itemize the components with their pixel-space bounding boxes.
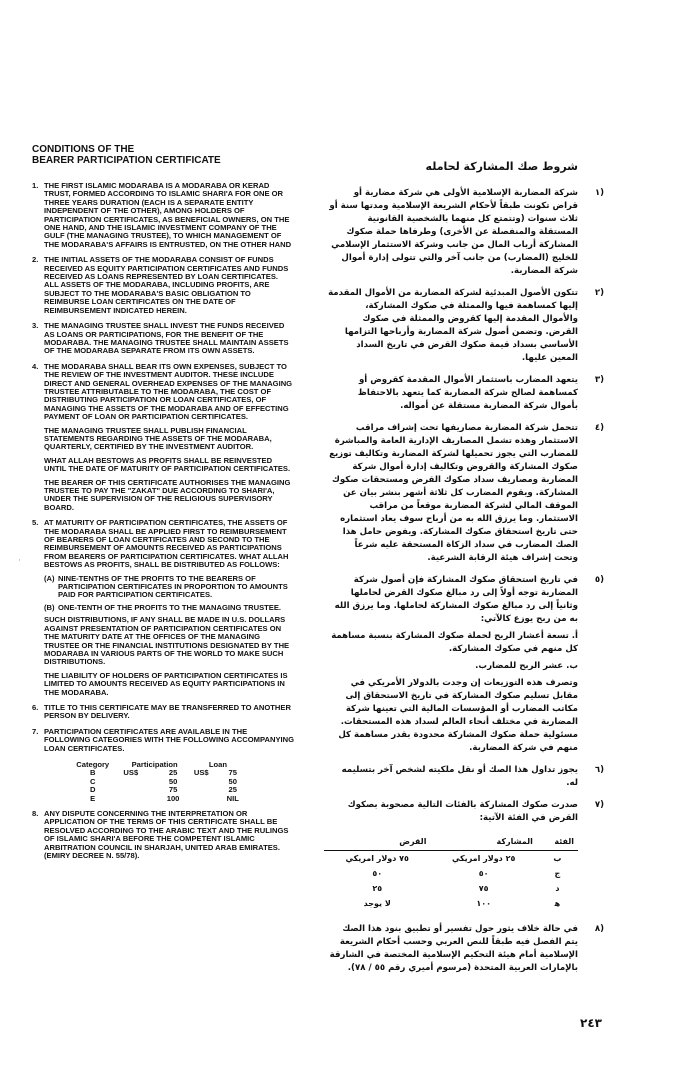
arabic-condition-number: ٨) (594, 924, 604, 934)
condition-item (32, 322, 294, 356)
currency-cell (190, 786, 220, 794)
currency-cell (119, 786, 156, 794)
category-header: Category (76, 759, 110, 769)
arabic-category-cell: ب (553, 854, 562, 863)
arabic-participation-cell: ٢٥ دولار امريكي (451, 854, 516, 863)
table-row (324, 896, 578, 911)
arabic-condition-item (328, 923, 604, 975)
subclause-text: ONE-TENTH OF THE PROFITS TO THE MANAGING TRUSTEE. (58, 602, 282, 612)
category-cell: E (90, 793, 96, 803)
condition-item (32, 810, 294, 860)
subclause-text: NINE-TENTHS OF THE PROFITS TO THE BEARERS OF PARTICIPATION CERTIFICATES IN PROPORTION TO AMOUNTS PAID FOR PARTICIPATION CERTIFICATES. (58, 573, 288, 600)
loan-cell: 25 (228, 785, 237, 795)
condition-text: THE MODARABA SHALL BEAR ITS OWN EXPENSES, SUBJECT TO THE REVIEW OF THE INVESTMENT AUDITOR. THESE INCLUDE DIRECT AND GENERAL OVERHEAD EXPENSES OF THE MANAGING TRUSTEE ATTRIBUTABLE TO THE MODARABA, THE COST OF DISTRIBUTING PARTICIPATION OR LOAN CERTIFICATES, OF MANAGING THE ASSETS OF THE MODARABA AND OF EFFECTING PAYMENT OF LOAN OR PARTICIPATION CERTIFICATES. (44, 361, 293, 422)
condition-text: THE LIABILITY OF HOLDERS OF PARTICIPATION CERTIFICATES IS LIMITED TO AMOUNTS RECEIVED AS EQUITY PARTICIPATIONS IN THE MODARABA. (44, 670, 288, 697)
condition-number: 5. (32, 518, 39, 528)
currency-cell (119, 795, 156, 803)
table-row (324, 881, 578, 896)
table-row (324, 851, 578, 867)
condition-item (32, 519, 294, 697)
participation-cell: 50 (168, 776, 178, 786)
arabic-participation-cell: ٥٠ (478, 869, 489, 878)
category-table (66, 761, 246, 803)
arabic-category-cell: ج (554, 869, 561, 878)
arabic-category-cell: د (555, 884, 560, 893)
currency-cell: US$ (193, 768, 209, 778)
arabic-participation-cell: ١٠٠ (476, 899, 491, 908)
condition-text: WHAT ALLAH BESTOWS AS PROFITS SHALL BE REINVESTED UNTIL THE DATE OF MATURITY OF PARTICIPATION CERTIFICATES. (44, 455, 291, 474)
condition-text: THE FIRST ISLAMIC MODARABA IS A MODARABA OR KERAD TRUST, FORMED ACCORDING TO ISLAMIC SHARI'A FOR ONE OR THREE YEARS DURATION (EACH IS A SEPARATE ENTITY INDEPENDENT OF THE OTHER), AMONG HOLDERS OF PARTICIPATION CERTIFICATES, AS BENEFICIAL OWNERS, ON THE ONE HAND, AND THE ISLAMIC INVESTMENT COMPANY OF THE GULF (THE MANAGING TRUSTEE), TO WHICH MANAGEMENT OF THE MODARABA'S AFFAIRS IS ENTRUSTED, ON THE OTHER HAND (44, 181, 292, 249)
arabic-condition-number: ٧) (594, 800, 604, 810)
arabic-condition-number: ٥) (594, 575, 604, 585)
condition-text: ANY DISPUTE CONCERNING THE INTERPRETATION OR APPLICATION OF THE TERMS OF THIS CERTIFICATE SHALL BE RESOLVED ACCORDING TO THE ARABIC TEXT AND THE RULINGS OF ISLAMIC SHARI'A BEFORE THE COMPETENT ISLAMIC ARBITRATION COUNCIL IN SHARJAH, UNITED ARAB EMIRATES. (EMIRY DECREE N. 55/78). (44, 809, 289, 861)
loan-header: Loan (208, 759, 227, 769)
condition-item (32, 256, 294, 315)
arabic-condition-item (328, 422, 604, 565)
arabic-items (328, 187, 604, 975)
condition-item (32, 704, 294, 721)
currency-cell (190, 778, 220, 786)
condition-text: THE BEARER OF THIS CERTIFICATE AUTHORISES THE MANAGING TRUSTEE TO PAY THE "ZAKAT" DUE ACCORDING TO SHARI'A, UNDER THE SUPERVISION OF THE RELIGIOUS SUPERVISORY BOARD. (44, 477, 291, 512)
arabic-condition-item (328, 287, 604, 365)
english-items (32, 182, 294, 860)
table-row (66, 795, 246, 803)
arabic-category-cell: ﻫ (554, 899, 561, 908)
page-number: ٢٤٣ (580, 1016, 602, 1030)
condition-text: TITLE TO THIS CERTIFICATE MAY BE TRANSFERRED TO ANOTHER PERSON BY DELIVERY. (44, 702, 291, 721)
arabic-participation-header: المشاركة (430, 833, 536, 851)
arabic-condition-item (328, 187, 604, 278)
arabic-condition-text: ب. عشر الربح للمضارب. (475, 661, 578, 671)
loan-cell: 50 (228, 776, 237, 786)
currency-cell: US$ (123, 768, 139, 778)
category-cell: D (89, 785, 96, 795)
condition-item (32, 182, 294, 249)
condition-text: THE MANAGING TRUSTEE SHALL PUBLISH FINANCIAL STATEMENTS REGARDING THE ASSETS OF THE MODARABA, QUARTERLY, CERTIFIED BY THE INVESTMENT AUDITOR. (44, 425, 272, 452)
condition-number: 8. (32, 809, 39, 818)
arabic-conditions (328, 160, 604, 984)
arabic-category-table (324, 833, 578, 911)
condition-number: 3. (32, 321, 39, 331)
arabic-loan-cell: لا يوجد (363, 899, 391, 908)
condition-text: SUCH DISTRIBUTIONS, IF ANY SHALL BE MADE IN U.S. DOLLARS AGAINST PRESENTATION OF PARTICIPATION CERTIFICATES ON THE MATURITY DATE AT THE OFFICES OF THE MANAGING TRUSTEE OR THE FINANCIAL INSTITUTIONS DESIGNATED BY THE MODARABA IN VARIOUS PARTS OF THE WORLD TO MAKE SUCH DISTRIBUTIONS. (44, 615, 290, 667)
arabic-condition-item (328, 374, 604, 413)
condition-text: AT MATURITY OF PARTICIPATION CERTIFICATES, THE ASSETS OF THE MODARABA SHALL BE APPLIED FIRST TO REIMBURSEMENT OF BEARERS OF LOAN CERTIFICATES AND SECOND TO THE REIMBURSEMENT OF AMOUNTS RECEIVED AS PARTICIPATIONS FROM BEARERS OF PARTICIPATION CERTIFICATES. WHAT ALLAH BESTOWS AS PROFITS, SHALL BE DISTRIBUTED AS FOLLOWS: (44, 518, 289, 570)
subclause-label: (B) (44, 602, 55, 612)
arabic-condition-text: وتصرف هذه التوزيعات إن وجدت بالدولار الأمريكي في مقابل تسليم صكوك المشاركة في تاريخ الاستحقاق إلى مكاتب المضارب أو المؤسسات المالية التي تعينها شركة المضاربة في مختلف أنحاء العالم لسداد هذه المستحقات. مسئولية حملة صكوك المشاركة محدودة بقدر مساهمة كل منهم في شركة المضاربة. (338, 678, 578, 753)
arabic-condition-text: تتكون الأصول المبدئية لشركة المضاربة من الأموال المقدمة إليها كمساهمة فيها والممثلة في صكوك المشاركة، والأموال المقدمة إليها كقروض والممثلة في صكوك القرض. وتضمن أصول شركة المضاربة وأرباحها التزامها الأساسي بسداد قيمة صكوك القرض في تاريخ السداد المعين عليها. (328, 288, 578, 363)
arabic-loan-cell: ٧٥ دولار امريكي (345, 854, 409, 863)
condition-number: 7. (32, 726, 39, 736)
arabic-condition-item (328, 764, 604, 790)
arabic-condition-text: يتعهد المضارب باستثمار الأموال المقدمة كقروض أو كمساهمة لصالح شركة المضاربة كما يتعهد بالاحتفاظ بأموال شركة المضاربة مستقلة عن أمواله. (357, 375, 578, 411)
arabic-participation-cell: ٧٥ (478, 884, 489, 893)
condition-number: 1. (32, 181, 39, 190)
arabic-loan-header: القرض (324, 833, 430, 851)
arabic-condition-number: ٤) (594, 423, 604, 433)
arabic-condition-number: ٦) (594, 765, 604, 775)
participation-cell: 25 (168, 768, 178, 778)
punch-mark: · (18, 556, 21, 566)
condition-number: 6. (32, 702, 39, 712)
arabic-condition-text: شركة المضاربة الإسلامية الأولى هي شركة مضاربة أو قراض تكونت طبقاً لأحكام الشريعة الإسلامية ومدتها سنة أو ثلاث سنوات (وتتمتع كل منهما بالشخصية القانونية المستقلة والمنفصلة عن الأخرى) وطرفاها حملة صكوك المشاركة أرباب المال من جانب وشركة الاستثمار الإسلامي للخليج (المضارب) من جانب آخر والتي تتولى إدارة أموال شركة المضاربة. (329, 188, 578, 276)
participation-cell: 100 (166, 793, 180, 803)
condition-item (32, 728, 294, 803)
condition-text: PARTICIPATION CERTIFICATES ARE AVAILABLE IN THE FOLLOWING CATEGORIES WITH THE FOLLOWING ACCOMPANYING LOAN CERTIFICATES. (44, 726, 295, 753)
currency-cell (119, 778, 156, 786)
arabic-loan-cell: ٢٥ (372, 884, 383, 893)
arabic-condition-text: أ. تسعة أعشار الربح لحملة صكوك المشاركة بنسبة مساهمة كل منهم في صكوك المشاركة. (331, 631, 578, 654)
english-title: CONDITIONS OF THE BEARER PARTICIPATION CERTIFICATE (32, 144, 221, 166)
arabic-category-header: الفئة (537, 833, 578, 851)
currency-cell (190, 795, 220, 803)
condition-subclause (44, 575, 294, 600)
subclause-label: (A) (44, 573, 55, 583)
arabic-condition-text: تتحمل شركة المضاربة مصاريفها تحت إشراف مراقب الاستثمار وهذه تشمل المصاريف الإدارية العامة والمباشرة للمضارب التي يجوز تحميلها لشركة المضاربة وتكاليف توزيع صكوك المشاركة والقروض وتكاليف إدارة أموال شركة المضاربة ومصاريف سداد صكوك القرض ومستحقات صكوك المشاركة. ويقوم المضارب كل ثلاثة أشهر بنشر بيان عن الموقف المالي لشركة المضاربة موقعاً من مراقب الاستثمار. وما يرزق الله به من أرباح سوف يعاد استثماره حتى تاريخ استحقاق صكوك المشاركة. ويفوض حامل هذا الصك المضارب في سداد الزكاة المستحقة عليه شرعاً وتحت إشراف هيئة الرقابة الشرعية. (329, 423, 578, 563)
arabic-condition-text: يجوز تداول هذا الصك أو نقل ملكيته لشخص آخر بتسليمه له. (341, 765, 578, 788)
table-row (324, 866, 578, 881)
category-cell: B (89, 768, 96, 778)
arabic-condition-number: ٣) (594, 375, 604, 385)
condition-subclause (44, 604, 294, 612)
condition-item (32, 363, 294, 513)
loan-cell: NIL (226, 793, 239, 803)
participation-header: Participation (131, 759, 178, 769)
arabic-condition-text: في تاريخ استحقاق صكوك المشاركة فإن أصول شركة المضاربة توجه أولاً إلى رد مبالغ صكوك القرض لحاملها وثانياً إلى رد مبالغ صكوك المشاركة لحاملها. وما يرزق الله به من ربح يوزع كالآتي: (334, 575, 578, 624)
arabic-condition-item (328, 799, 604, 911)
condition-number: 4. (32, 361, 39, 371)
arabic-condition-text: في حالة خلاف يثور حول تفسير أو تطبيق بنود هذا الصك يتم الفصل فيه طبقاً للنص العربي وحسب أحكام الشريعة الإسلامية أمام هيئة التحكيم الإسلامية المختصة في الشارقة بالإمارات العربية المتحدة (مرسوم أميري رقم ٥٥ / ٧٨). (329, 924, 578, 973)
arabic-condition-number: ١) (594, 188, 604, 198)
participation-cell: 75 (168, 785, 178, 795)
arabic-condition-text: صدرت صكوك المشاركة بالفئات التالية مصحوبة بصكوك القرض في الفئة الآتية: (347, 800, 578, 823)
english-conditions (32, 144, 294, 867)
condition-text: THE INITIAL ASSETS OF THE MODARABA CONSIST OF FUNDS RECEIVED AS EQUITY PARTICIPATION CERTIFICATES AND FUNDS RECEIVED AS LOANS REPRESENTED BY LOAN CERTIFICATES. ALL ASSETS OF THE MODARABA, INCLUDING PROFITS, ARE SUBJECT TO THE MODARABA'S BASIC OBLIGATION TO REIMBURSE LOAN CERTIFICATES ON THE DATE OF REIMBURSEMENT INDICATED HEREIN. (44, 255, 289, 315)
condition-text: THE MANAGING TRUSTEE SHALL INVEST THE FUNDS RECEIVED AS LOANS OR PARTICIPATIONS, FOR THE BENEFIT OF THE MODARABA. THE MANAGING TRUSTEE SHALL MAINTAIN ASSETS OF THE MODARABA SEPARATE FROM ITS OWN ASSETS. (44, 321, 289, 356)
category-cell: C (89, 776, 96, 786)
arabic-title: شروط صك المشاركة لحامله (425, 160, 578, 173)
loan-cell: 75 (228, 768, 237, 778)
condition-number: 2. (32, 255, 39, 265)
arabic-loan-cell: ٥٠ (372, 869, 383, 878)
arabic-condition-item (328, 574, 604, 755)
arabic-condition-number: ٢) (594, 288, 604, 298)
